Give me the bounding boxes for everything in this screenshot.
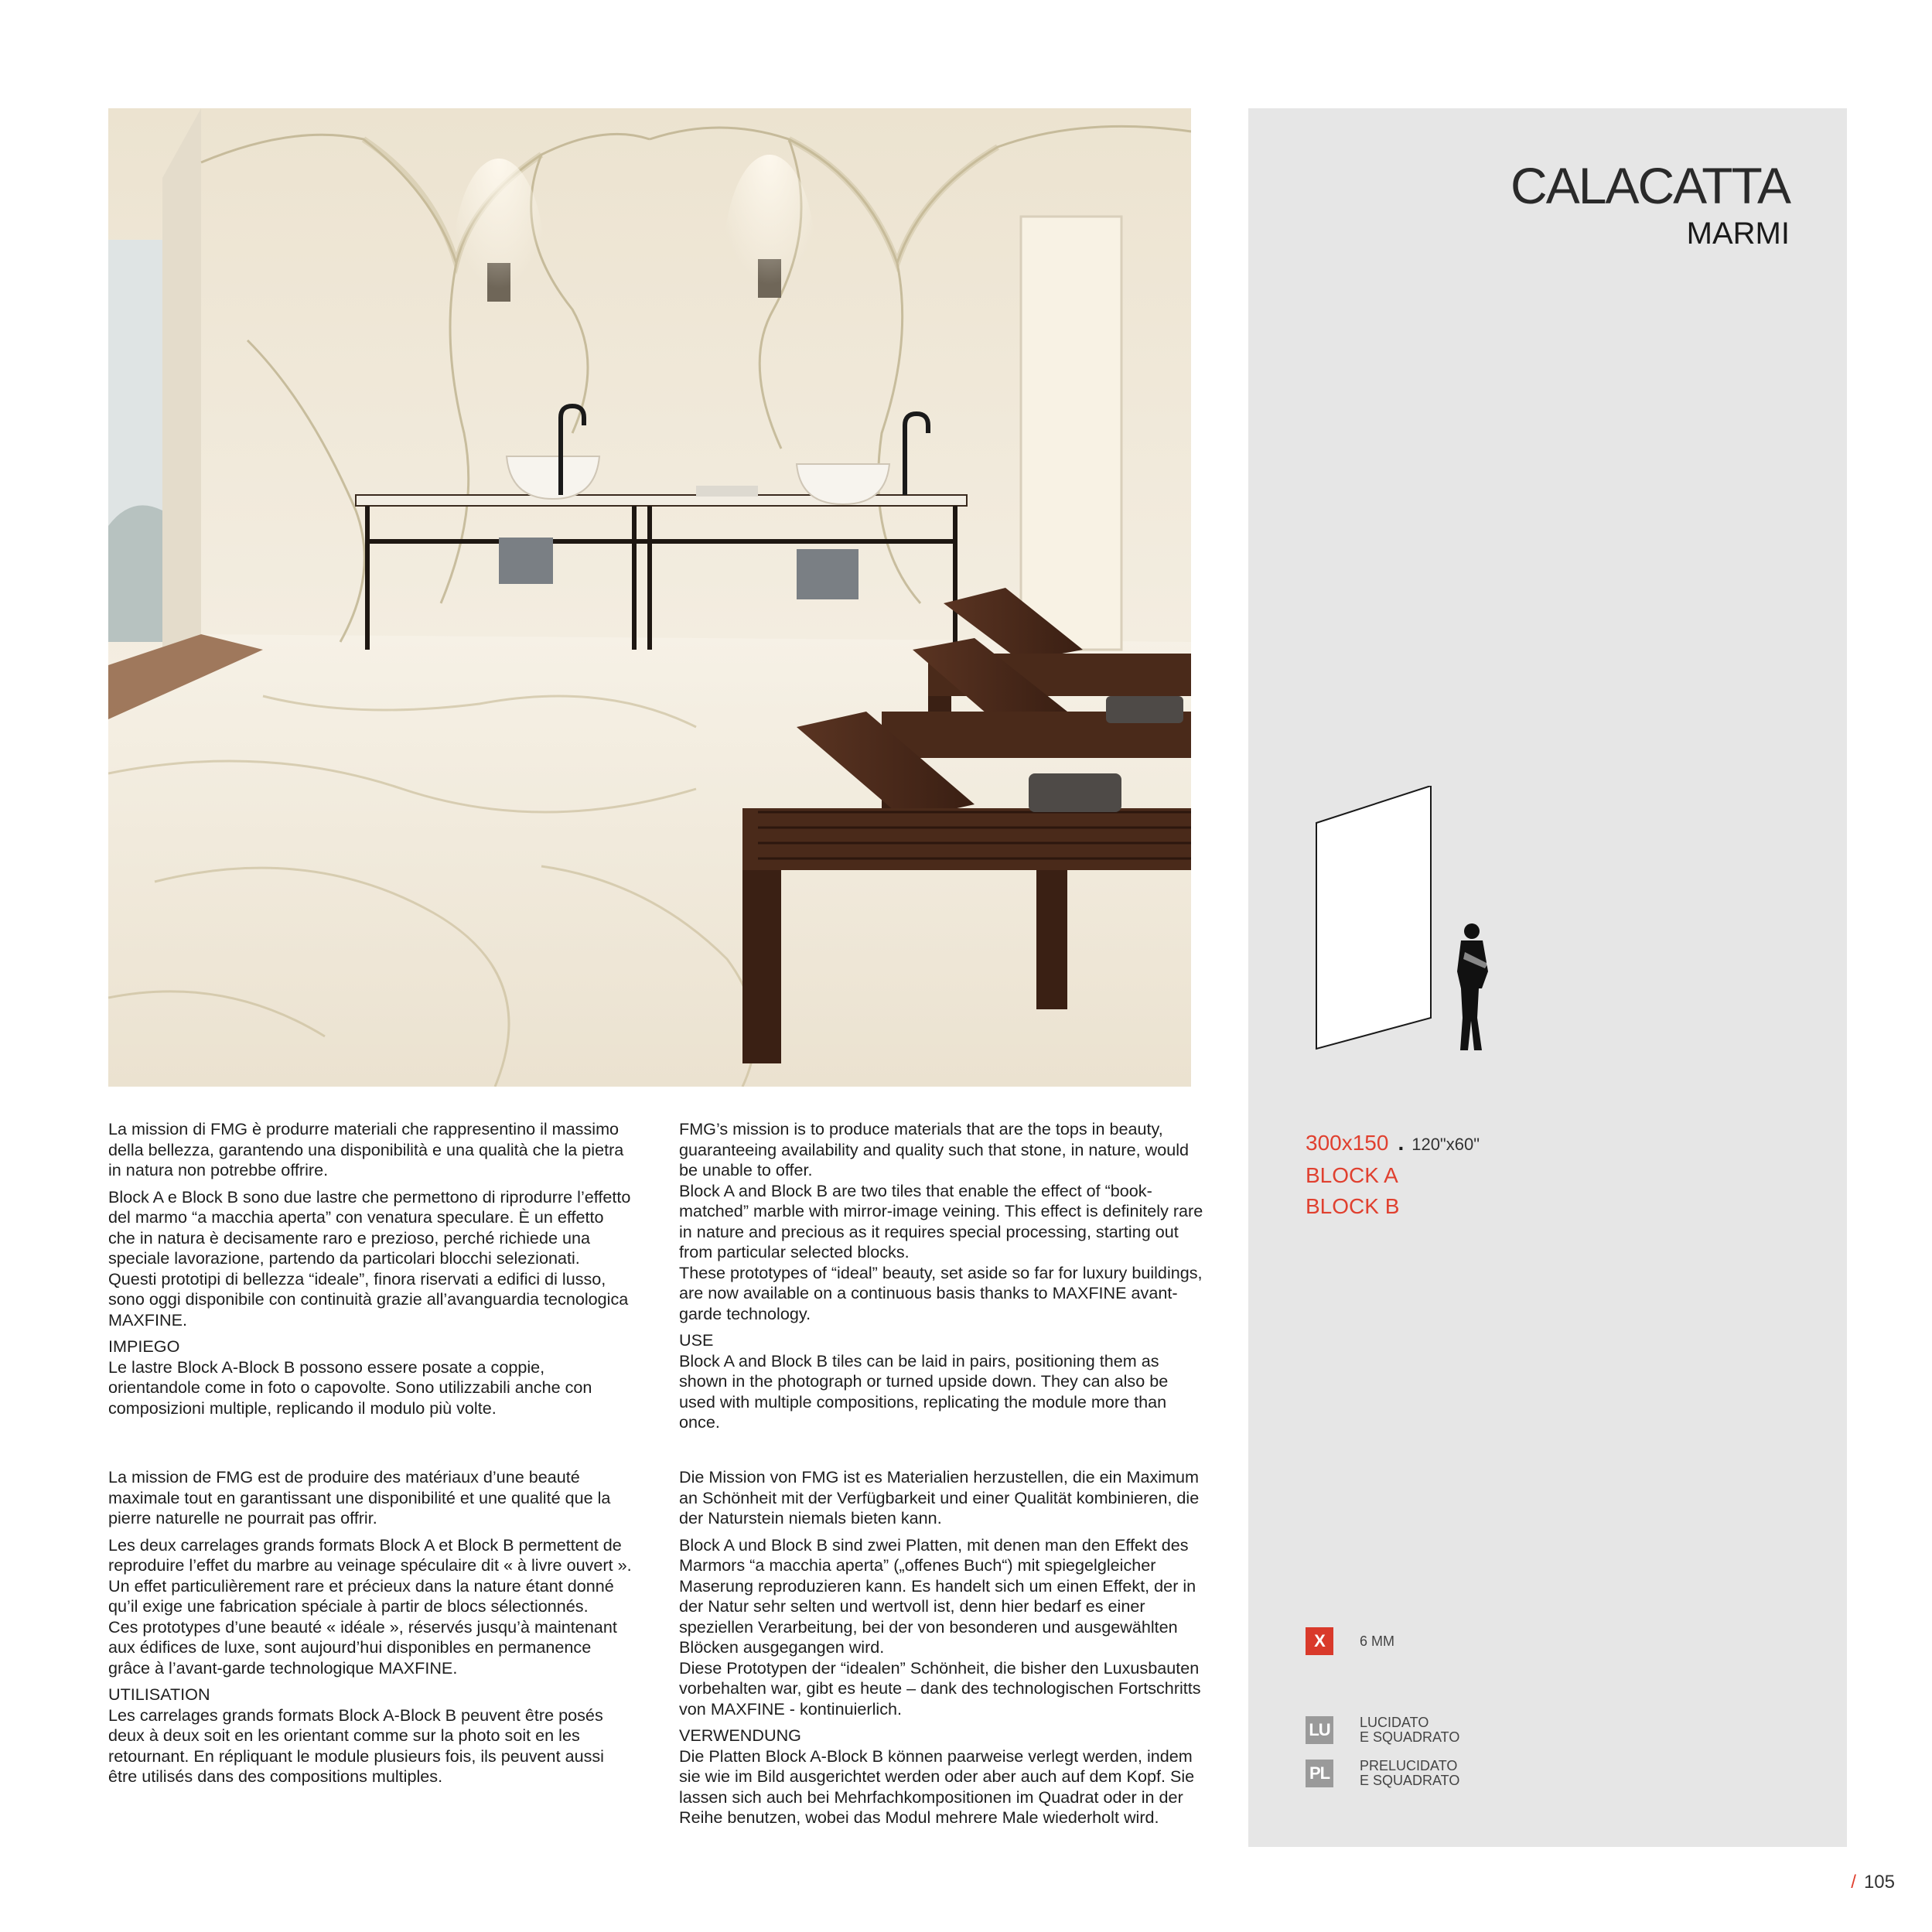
variant-block-a: BLOCK A	[1306, 1163, 1398, 1187]
finish-row-pl	[1306, 1759, 1459, 1788]
paragraph: Questi prototipi di bellezza “ideale”, finora riservati a edifici di lusso, sono oggi disponibile con continuità grazie all’avanguardia tecnologica MAXFINE.	[108, 1268, 629, 1330]
collection-name: MARMI	[1686, 217, 1790, 251]
thickness-icon: X	[1306, 1627, 1333, 1655]
page-number-slash: /	[1851, 1872, 1856, 1893]
scale-diagram	[1302, 786, 1504, 1064]
paragraph: La mission de FMG est de produire des matériaux d’une beauté maximale tout en garantissant une disponibilité et une qualité que la pierre naturelle ne pourrait pas offrir.	[108, 1467, 611, 1528]
finish-label-lu: LUCIDATO E SQUADRATO	[1360, 1715, 1460, 1745]
paragraph: Diese Prototypen der “idealen” Schönheit, die bisher den Luxusbauten vorbehalten war, gibt es heute – dank des technologischen Fortschritts von MAXFINE - kontinuierlich.	[679, 1657, 1201, 1719]
finish-row-lu	[1306, 1715, 1459, 1745]
finish-label-pl: PRELUCIDATO E SQUADRATO	[1360, 1758, 1460, 1788]
paragraph: Les carrelages grands formats Block A-Block B peuvent être posés deux à deux soit en les orientant comme sur la photo soit en les retournant. En répliquant le module plusieurs fois, ils peuvent aussi être utilisés dans des compositions multiples.	[108, 1705, 604, 1786]
section-heading: IMPIEGO	[108, 1336, 180, 1356]
finish-code-lu: LU	[1306, 1716, 1333, 1744]
size-imperial: 120"x60"	[1411, 1135, 1480, 1154]
slab-outline-icon	[1316, 786, 1431, 1049]
paragraph: Les deux carrelages grands formats Block A et Block B permettent de reproduire l’effet du marbre au veinage spéculaire dit « à livre ouvert ». Un effet particulièrement rare et précieux dans la nature étant donné qu’il exige une fabrication spéciale à partir de blocs sélectionnés.	[108, 1534, 632, 1616]
product-info-panel	[1248, 108, 1847, 1847]
paragraph: FMG’s mission is to produce materials that are the tops in beauty, guaranteeing availability and quality such that stone, in nature, would be unable to offer.	[679, 1119, 1190, 1179]
section-heading: UTILISATION	[108, 1685, 210, 1704]
size-separator: .	[1398, 1131, 1405, 1155]
section-heading: VERWENDUNG	[679, 1725, 801, 1745]
page-number	[1851, 1872, 1895, 1893]
size-specs	[1306, 1128, 1480, 1222]
paragraph: These prototypes of “ideal” beauty, set aside so far for luxury buildings, are now available on a continuous basis thanks to MAXFINE avant-garde technology.	[679, 1262, 1203, 1323]
paragraph: Die Mission von FMG ist es Materialien herzustellen, die ein Maximum an Schönheit mit der Verfügbarkeit und einer Qualität kombinieren, die der Naturstein niemals bieten kann.	[679, 1467, 1200, 1528]
product-title: CALACATTA	[1510, 157, 1790, 214]
paragraph: Le lastre Block A-Block B possono essere posate a coppie, orientandole come in foto o capovolte. Sono utilizzabili anche con composizioni multiple, replicando il modulo più volte.	[108, 1357, 592, 1418]
page-number-value: 105	[1863, 1872, 1895, 1893]
variant-block-b: BLOCK B	[1306, 1194, 1400, 1218]
text-column-german	[679, 1467, 1205, 1828]
paragraph: Ces prototypes d’une beauté « idéale », réservés jusqu’à maintenant aux édifices de luxe, sont aujourd’hui disponibles en permanence grâce à l’avant-garde technologique MAXFINE.	[108, 1616, 617, 1678]
size-metric: 300x150	[1306, 1131, 1389, 1155]
text-column-french	[108, 1467, 634, 1787]
thickness-row	[1306, 1627, 1394, 1655]
size-line	[1306, 1128, 1480, 1160]
bathroom-scene-illustration	[108, 108, 1191, 1087]
paragraph: Block A und Block B sind zwei Platten, mit denen man den Effekt des Marmors “a macchia aperta” („offenes Buch“) mit spiegelgleicher Maserung reproduzieren kann. Es handelt sich um einen Effekt, der in der Natur sehr selten und wertvoll ist, denn hier bedarf es einer speziellen Verarbeitung, bei der von besonderen und ausgewählten Blöcken ausgegangen wird.	[679, 1534, 1196, 1657]
human-scale-figure-icon	[1457, 923, 1488, 1050]
paragraph: Block A e Block B sono due lastre che permettono di riprodurre l’effetto del marmo “a macchia aperta” con venatura speculare. È un effetto che in natura è decisamente raro e prezioso, perché richiede una speciale lavorazione, partendo da particolari blocchi selezionati.	[108, 1186, 631, 1268]
paragraph: Block A and Block B are two tiles that enable the effect of “book-matched” marble with mirror-image veining. This effect is definitely rare in nature and precious as it requires special processing, starting out from particular selected blocks.	[679, 1180, 1203, 1261]
text-column-english	[679, 1119, 1205, 1433]
paragraph: Block A and Block B tiles can be laid in pairs, positioning them as shown in the photograph or turned upside down. They can also be used with multiple compositions, replicating the module more than once.	[679, 1350, 1169, 1432]
text-column-italian	[108, 1119, 634, 1418]
paragraph: Die Platten Block A-Block B können paarweise verlegt werden, indem sie wie im Bild ausgerichtet werden oder aber auch auf dem Kopf. Sie lassen sich auch bei Mehrfachkompositionen im Quadrat oder in der Reihe benutzen, wobei das Modul mehrere Male wiederholt wird.	[679, 1746, 1195, 1827]
product-photo	[108, 108, 1191, 1087]
thickness-value: 6 MM	[1360, 1633, 1394, 1649]
finish-code-pl: PL	[1306, 1760, 1333, 1787]
paragraph: La mission di FMG è produrre materiali che rappresentino il massimo della bellezza, garantendo una disponibilità e una qualità che la pietra in natura non potrebbe offrire.	[108, 1119, 624, 1179]
section-heading: USE	[679, 1330, 714, 1350]
